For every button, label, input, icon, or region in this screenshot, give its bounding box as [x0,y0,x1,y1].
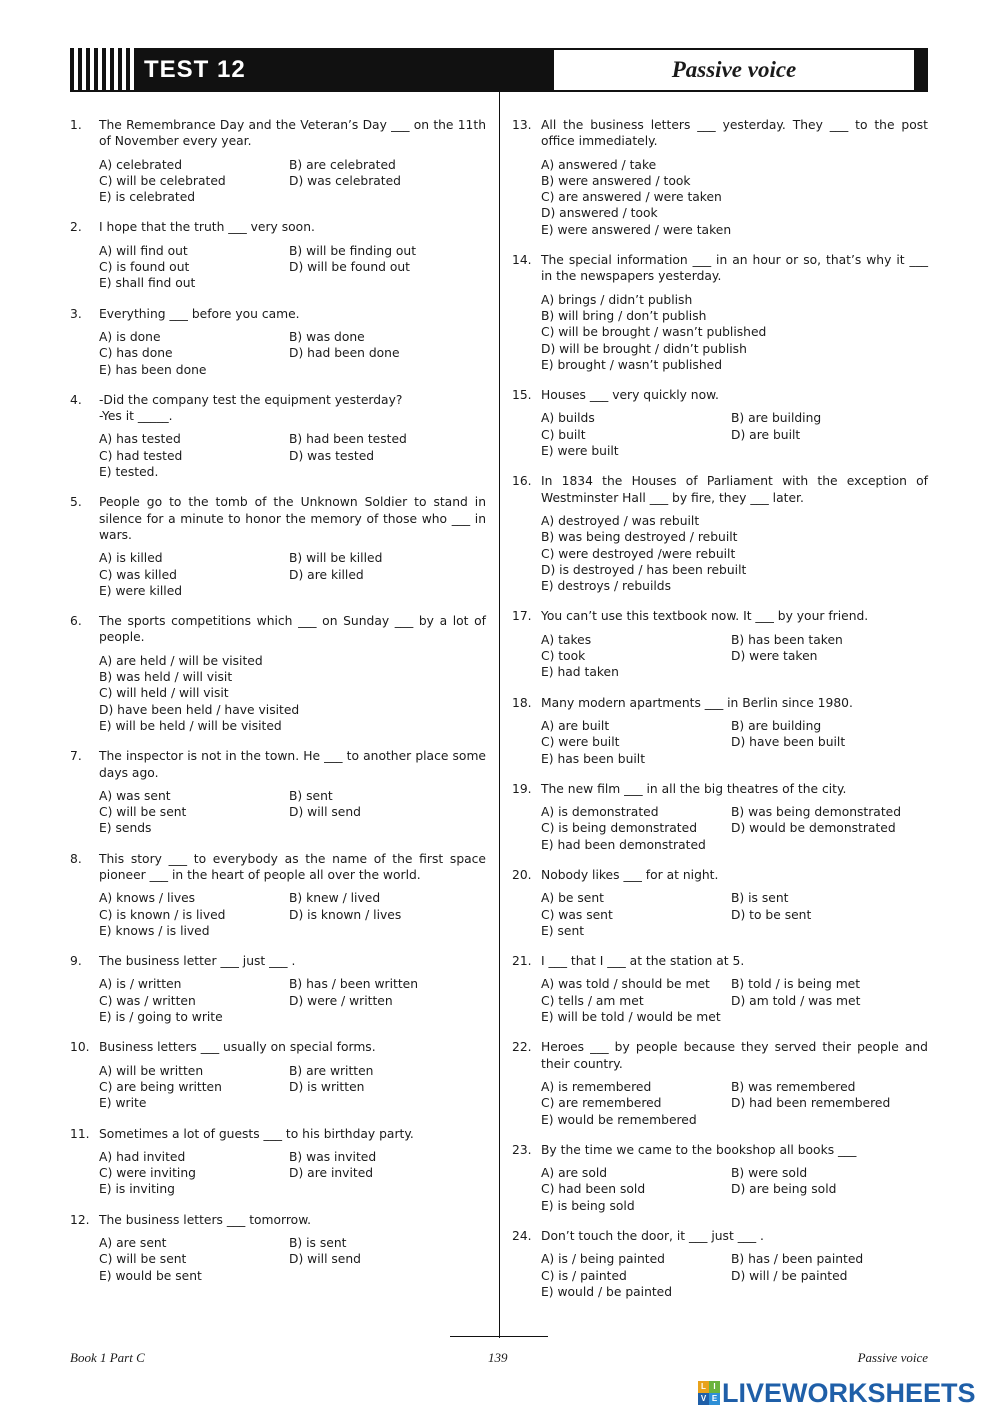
answer-option[interactable]: C) were built [541,735,620,750]
answer-option[interactable]: D) will be brought / didn’t publish [541,341,747,356]
answer-options [541,513,928,594]
answer-option[interactable]: B) was invited [289,1149,377,1164]
question-text: People go to the tomb of the Unknown Soldier to stand in silence for a minute to honor the memory of those who ___ in wars. [99,495,486,542]
answer-option[interactable]: B) knew / lived [289,891,381,906]
answer-option[interactable]: E) destroys / rebuilds [541,579,672,594]
answer-option[interactable]: D) are killed [289,567,364,582]
answer-option[interactable]: E) write [99,1096,147,1111]
answer-option[interactable]: B) was remembered [731,1079,856,1094]
answer-option[interactable]: A) celebrated [99,157,183,172]
answer-option[interactable]: A) answered / take [541,157,657,172]
answer-option[interactable]: E) had taken [541,665,619,680]
answer-options [541,1165,928,1214]
answer-options [541,1251,928,1300]
answer-option[interactable]: D) will / be painted [731,1268,848,1283]
answer-option[interactable]: B) told / is being met [731,977,861,992]
answer-option[interactable]: A) are held / will be visited [99,653,263,668]
answer-option[interactable]: E) is / going to write [99,1010,223,1025]
answer-option[interactable]: B) has / been painted [731,1252,864,1267]
left-column [70,117,486,1298]
answer-option[interactable]: E) sends [99,821,152,836]
logo-text: LIVEWORKSHEETS [722,1377,976,1408]
answer-option[interactable]: A) has tested [99,432,181,447]
question-5 [70,494,486,599]
question-number: 6. [70,614,82,629]
question-text: Houses ___ very quickly now. [541,388,719,403]
answer-option[interactable]: D) have been held / have visited [99,702,300,717]
answer-option[interactable]: B) was being destroyed / rebuilt [541,530,738,545]
answer-option[interactable]: B) was held / will visit [99,670,233,685]
answer-options [541,292,928,373]
question-text: This story ___ to everybody as the name of the first space pioneer ___ in the heart of people all over the world. [99,851,486,882]
question-text: Everything ___ before you came. [99,306,300,321]
answer-option[interactable]: A) is remembered [541,1079,652,1094]
answer-option[interactable]: B) will be killed [289,551,383,566]
answer-option[interactable]: D) am told / was met [731,993,861,1008]
answer-option[interactable]: A) brings / didn’t publish [541,292,693,307]
answer-options [541,410,928,459]
answer-option[interactable]: A) is demonstrated [541,805,659,820]
answer-options [541,804,928,853]
question-20 [512,867,928,939]
answer-options [99,550,486,599]
answer-option[interactable]: C) is known / is lived [99,907,226,922]
question-number: 8. [70,851,82,866]
question-text: Business letters ___ usually on special forms. [99,1040,376,1055]
question-text: The Remembrance Day and the Veteran’s Day ___ on the 11th of November every year. [99,118,486,149]
question-number: 11. [70,1126,90,1141]
question-16 [512,473,928,594]
answer-option[interactable]: E) sent [541,923,585,938]
answer-option[interactable]: C) were destroyed /were rebuilt [541,546,736,561]
question-text: The new film ___ in all the big theatres of the city. [541,781,847,796]
answer-option[interactable]: D) was celebrated [289,173,401,188]
question-number: 22. [512,1040,532,1055]
answer-option[interactable]: D) is destroyed / has been rebuilt [541,562,747,577]
footer-topic: Passive voice [857,1350,928,1365]
question-7 [70,748,486,836]
question-22 [512,1039,928,1127]
page-header [70,48,928,92]
question-3 [70,306,486,378]
answer-option[interactable]: D) answered / took [541,206,658,221]
answer-option[interactable]: C) will be celebrated [99,173,226,188]
answer-option[interactable]: B) will be finding out [289,243,417,258]
question-11 [70,1126,486,1198]
answer-option[interactable]: C) was killed [99,567,177,582]
answer-option[interactable]: D) were taken [731,649,818,664]
answer-option[interactable]: C) had tested [99,448,183,463]
answer-option[interactable]: D) are being sold [731,1182,837,1197]
answer-option[interactable]: B) has / been written [289,977,419,992]
question-19 [512,781,928,853]
answer-option[interactable]: E) is being sold [541,1198,635,1213]
question-15 [512,387,928,459]
answer-option[interactable]: C) had been sold [541,1182,646,1197]
question-number: 3. [70,306,82,321]
question-1 [70,117,486,205]
question-13 [512,117,928,238]
footer-page-number: 139 [488,1350,508,1365]
answer-options [541,157,928,238]
answer-option[interactable]: D) would be demonstrated [731,821,896,836]
question-6 [70,613,486,734]
answer-option[interactable]: E) shall find out [99,276,196,291]
answer-options [99,157,486,206]
answer-option[interactable]: A) are built [541,718,610,733]
question-text: The sports competitions which ___ on Sunday ___ by a lot of people. [99,614,486,645]
answer-option[interactable]: D) are invited [289,1166,374,1181]
answer-option[interactable]: A) are sold [541,1166,608,1181]
question-text: -Did the company test the equipment yesterday? -Yes it _____. [99,392,403,424]
answer-option[interactable]: E) were answered / were taken [541,222,732,237]
answer-option[interactable]: B) are celebrated [289,157,396,172]
question-17 [512,608,928,680]
answer-option[interactable]: E) will be held / will be visited [99,718,282,733]
question-2 [70,219,486,291]
answer-option[interactable]: A) will find out [99,243,188,258]
question-text: The business letters ___ tomorrow. [99,1212,312,1227]
answer-option[interactable]: E) had been demonstrated [541,837,706,852]
footer-book: Book 1 Part C [70,1350,145,1365]
answer-options [99,890,486,939]
answer-options [99,431,486,480]
answer-option[interactable]: B) will bring / don’t publish [541,308,707,323]
question-text: By the time we came to the bookshop all books ___ [541,1142,857,1157]
question-18 [512,695,928,767]
question-8 [70,851,486,939]
answer-option[interactable]: E) were built [541,444,619,459]
question-number: 16. [512,474,532,489]
answer-option[interactable]: B) is sent [731,891,789,906]
answer-option[interactable]: A) is / written [99,977,182,992]
right-column [512,117,928,1314]
question-text: The business letter ___ just ___ . [99,954,296,969]
question-number: 13. [512,118,532,132]
logo-mark-icon [698,1381,720,1405]
answer-options [99,329,486,378]
answer-option[interactable]: B) has been taken [731,632,843,647]
answer-option[interactable]: C) will held / will visit [99,686,229,701]
answer-option[interactable]: B) are written [289,1063,374,1078]
question-number: 1. [70,118,82,132]
question-text: The inspector is not in the town. He ___ to another place some days ago. [99,749,486,780]
question-number: 12. [70,1212,90,1227]
answer-option[interactable]: D) are built [731,427,801,442]
answer-options [99,1149,486,1198]
answer-option[interactable]: C) built [541,427,586,442]
answer-option[interactable]: E) will be told / would be met [541,1010,721,1025]
question-4 [70,392,486,480]
question-21 [512,953,928,1025]
question-text: I ___ that I ___ at the station at 5. [541,954,745,969]
question-text: The special information ___ in an hour or so, that’s why it ___ in the newspapers yesterday. [541,253,928,284]
answer-option[interactable]: A) takes [541,632,592,647]
answer-option[interactable]: C) has done [99,346,173,361]
question-number: 23. [512,1142,532,1157]
answer-option[interactable]: C) are answered / were taken [541,190,722,205]
answer-option[interactable]: B) sent [289,788,333,803]
answer-option[interactable]: D) had been remembered [731,1096,891,1111]
answer-option[interactable]: A) destroyed / was rebuilt [541,513,700,528]
question-number: 24. [512,1229,532,1244]
answer-option[interactable]: D) to be sent [731,907,812,922]
question-text: Nobody likes ___ for at night. [541,867,719,882]
answer-options [99,788,486,837]
question-24 [512,1228,928,1300]
answer-option[interactable]: D) will send [289,805,361,820]
answer-option[interactable]: C) is found out [99,260,190,275]
answer-options [99,976,486,1025]
answer-option[interactable]: D) were / written [289,993,393,1008]
answer-option[interactable]: D) will be found out [289,260,410,275]
question-number: 10. [70,1040,90,1055]
logo-mark-cell: I [709,1381,720,1393]
answer-option[interactable]: B) is sent [289,1236,347,1251]
answer-option[interactable]: A) was sent [99,788,171,803]
answer-options [541,976,928,1025]
answer-option[interactable]: C) tells / am met [541,993,644,1008]
answer-option[interactable]: C) will be sent [99,1252,187,1267]
answer-options [541,718,928,767]
answer-option[interactable]: C) is / painted [541,1268,627,1283]
answer-option[interactable]: E) would be remembered [541,1112,697,1127]
answer-option[interactable]: D) have been built [731,735,846,750]
answer-option[interactable]: A) be sent [541,891,604,906]
question-12 [70,1212,486,1284]
answer-option[interactable]: B) was done [289,329,365,344]
answer-option[interactable]: E) were killed [99,583,183,598]
question-number: 7. [70,749,82,764]
question-number: 2. [70,220,82,235]
answer-options [541,1079,928,1128]
answer-option[interactable]: A) is done [99,329,161,344]
question-text: Don’t touch the door, it ___ just ___ . [541,1229,764,1244]
answer-option[interactable]: B) were answered / took [541,173,691,188]
footer-rule [450,1336,548,1337]
answer-option[interactable]: B) had been tested [289,432,407,447]
question-text: Sometimes a lot of guests ___ to his birthday party. [99,1126,414,1141]
answer-option[interactable]: E) has been built [541,751,646,766]
answer-option[interactable]: C) was sent [541,907,613,922]
answer-options [541,890,928,939]
question-number: 9. [70,954,82,969]
answer-option[interactable]: A) are sent [99,1236,167,1251]
question-9 [70,953,486,1025]
answer-option[interactable]: C) is being demonstrated [541,821,697,836]
answer-option[interactable]: D) was tested [289,448,375,463]
answer-option[interactable]: D) is known / lives [289,907,402,922]
question-14 [512,252,928,373]
liveworksheets-logo [698,1378,993,1408]
answer-options [99,1235,486,1284]
answer-option[interactable]: A) will be written [99,1063,204,1078]
answer-option[interactable]: C) were inviting [99,1166,196,1181]
question-number: 17. [512,609,532,624]
answer-option[interactable]: E) tested. [99,465,159,480]
answer-option[interactable]: C) was / written [99,993,196,1008]
question-text: I hope that the truth ___ very soon. [99,220,315,235]
answer-options [99,243,486,292]
answer-option[interactable]: C) are being written [99,1079,222,1094]
answer-option[interactable]: C) are remembered [541,1096,662,1111]
answer-option[interactable]: E) brought / wasn’t published [541,357,723,372]
logo-mark-cell: V [698,1393,709,1405]
logo-mark-cell: L [698,1381,709,1393]
answer-option[interactable]: C) took [541,649,586,664]
answer-option[interactable]: A) builds [541,411,595,426]
answer-option[interactable]: C) will be sent [99,805,187,820]
answer-option[interactable]: B) were sold [731,1166,808,1181]
answer-option[interactable]: D) had been done [289,346,400,361]
logo-mark-cell: E [709,1393,720,1405]
question-number: 14. [512,253,532,268]
question-10 [70,1039,486,1111]
column-divider [499,92,500,1338]
answer-option[interactable]: E) is celebrated [99,190,196,205]
answer-option[interactable]: B) was being demonstrated [731,805,902,820]
answer-option[interactable]: A) is killed [99,551,163,566]
answer-option[interactable]: E) knows / is lived [99,923,210,938]
answer-options [99,653,486,734]
answer-option[interactable]: E) has been done [99,362,207,377]
answer-option[interactable]: B) are building [731,718,822,733]
answer-option[interactable]: E) would be sent [99,1268,202,1283]
answer-option[interactable]: D) will send [289,1252,361,1267]
header-bars-decoration [70,48,130,92]
question-text: In 1834 the Houses of Parliament with the exception of Westminster Hall ___ by fire, they ___ later. [541,474,928,505]
question-23 [512,1142,928,1214]
question-number: 20. [512,867,532,882]
question-number: 21. [512,954,532,969]
question-number: 18. [512,695,532,710]
answer-options [541,632,928,681]
answer-option[interactable]: A) knows / lives [99,891,196,906]
answer-option[interactable]: A) had invited [99,1149,186,1164]
answer-option[interactable]: C) will be brought / wasn’t published [541,325,767,340]
question-number: 15. [512,388,532,403]
question-text: Many modern apartments ___ in Berlin since 1980. [541,695,853,710]
question-text: All the business letters ___ yesterday. They ___ to the post office immediately. [541,118,928,149]
question-number: 19. [512,781,532,796]
question-text: Heroes ___ by people because they served their people and their country. [541,1040,928,1071]
answer-option[interactable]: A) is / being painted [541,1252,665,1267]
answer-option[interactable]: E) is inviting [99,1182,175,1197]
topic-title: Passive voice [554,48,928,92]
question-number: 4. [70,392,82,407]
question-number: 5. [70,495,82,510]
answer-option[interactable]: D) is written [289,1079,365,1094]
answer-option[interactable]: B) are building [731,411,822,426]
test-title: TEST 12 [134,48,554,92]
answer-option[interactable]: E) would / be painted [541,1284,673,1299]
answer-options [99,1063,486,1112]
answer-option[interactable]: A) was told / should be met [541,977,710,992]
question-text: You can’t use this textbook now. It ___ by your friend. [541,609,869,624]
